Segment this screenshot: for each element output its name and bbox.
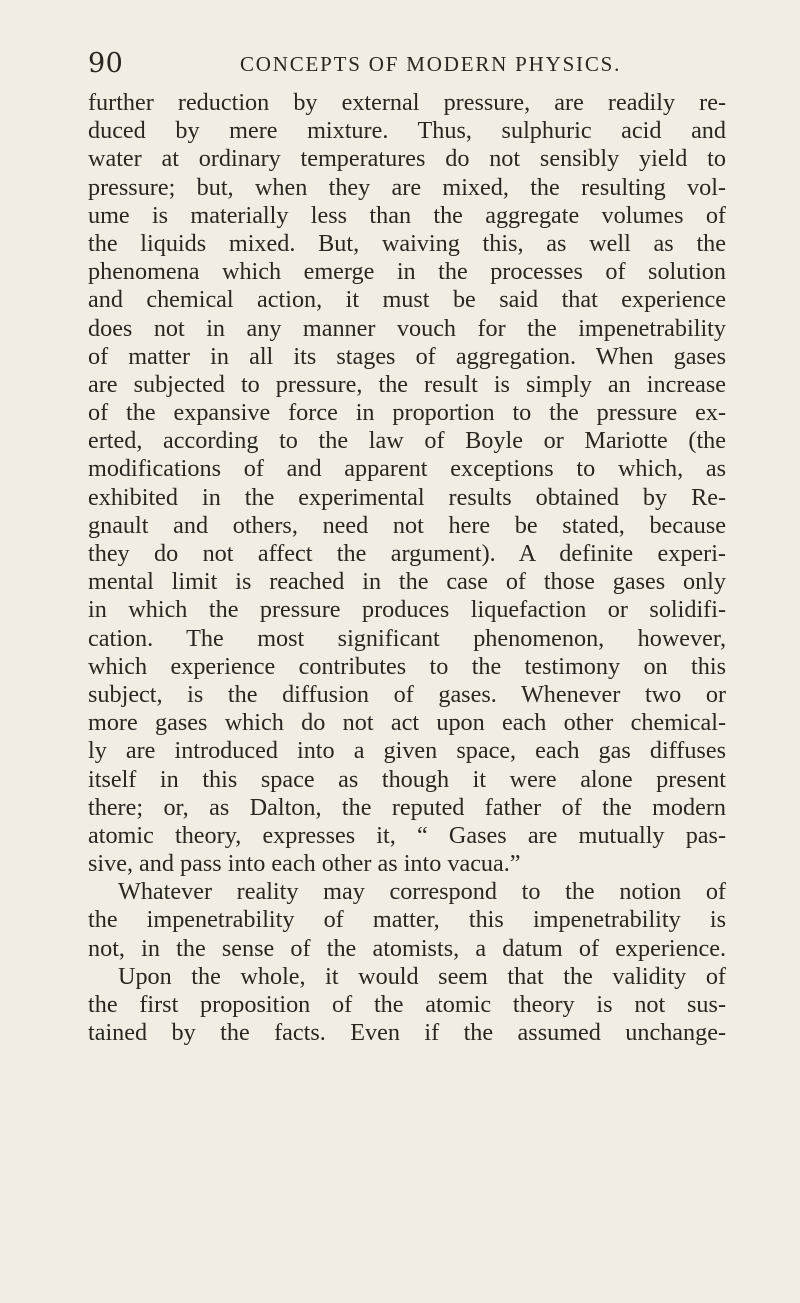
text-line: there; or, as Dalton, the reputed father of the modern xyxy=(88,793,726,821)
text-line: pressure; but, when they are mixed, the resulting vol- xyxy=(88,173,726,201)
text-line: of matter in all its stages of aggregation. When gases xyxy=(88,342,726,370)
text-line: the first proposition of the atomic theory is not sus- xyxy=(88,991,726,1018)
page-number: 90 xyxy=(88,48,124,79)
text-line: Upon the whole, it would seem that the validity of xyxy=(118,962,726,990)
text-line: in which the pressure produces liquefaction or solidifi- xyxy=(88,596,726,624)
text-line: the liquids mixed. But, waiving this, as well as the xyxy=(88,229,726,257)
text-line: atomic theory, expresses it, “ Gases are mutually pas- xyxy=(88,821,726,849)
text-line: duced by mere mixture. Thus, sulphuric acid and xyxy=(88,117,726,145)
text-line: gnault and others, need not here be stated, because xyxy=(88,511,726,539)
text-line: Whatever reality may correspond to the notion of xyxy=(118,878,726,906)
text-line: modifications of and apparent exceptions to which, as xyxy=(88,455,726,483)
text-line: which experience contributes to the testimony on this xyxy=(88,652,726,680)
text-line: water at ordinary temperatures do not sensibly yield to xyxy=(88,145,726,173)
text-line: phenomena which emerge in the processes of solution xyxy=(88,258,726,286)
running-title: CONCEPTS OF MODERN PHYSICS. xyxy=(240,52,622,76)
text-line: and chemical action, it must be said that experience xyxy=(88,286,726,314)
text-line: more gases which do not act upon each other chemical- xyxy=(88,709,726,737)
text-line: itself in this space as though it were alone present xyxy=(88,765,726,793)
body-text xyxy=(88,89,726,1047)
text-line: tained by the facts. Even if the assumed unchange- xyxy=(88,1019,726,1047)
text-line: further reduction by external pressure, are readily re- xyxy=(88,89,726,116)
text-line: cation. The most significant phenomenon, however, xyxy=(88,624,726,652)
text-line: erted, according to the law of Boyle or Mariotte (the xyxy=(88,427,726,455)
text-line: subject, is the diffusion of gases. Whenever two or xyxy=(88,680,726,708)
text-line: they do not affect the argument). A definite experi- xyxy=(88,540,726,567)
text-line: of the expansive force in proportion to the pressure ex- xyxy=(88,399,726,427)
text-line: ly are introduced into a given space, each gas diffuses xyxy=(88,737,726,765)
text-line: does not in any manner vouch for the impenetrability xyxy=(88,314,726,342)
text-line: the impenetrability of matter, this impenetrability is xyxy=(88,906,726,934)
text-line: mental limit is reached in the case of those gases only xyxy=(88,568,726,596)
text-line: not, in the sense of the atomists, a datum of experience. xyxy=(88,934,726,962)
text-line: ume is materially less than the aggregate volumes of xyxy=(88,201,726,229)
text-line: exhibited in the experimental results obtained by Re- xyxy=(88,483,726,511)
text-line: are subjected to pressure, the result is simply an increase xyxy=(88,370,726,398)
running-head xyxy=(88,48,728,88)
text-line: sive, and pass into each other as into vacua.” xyxy=(88,850,521,878)
